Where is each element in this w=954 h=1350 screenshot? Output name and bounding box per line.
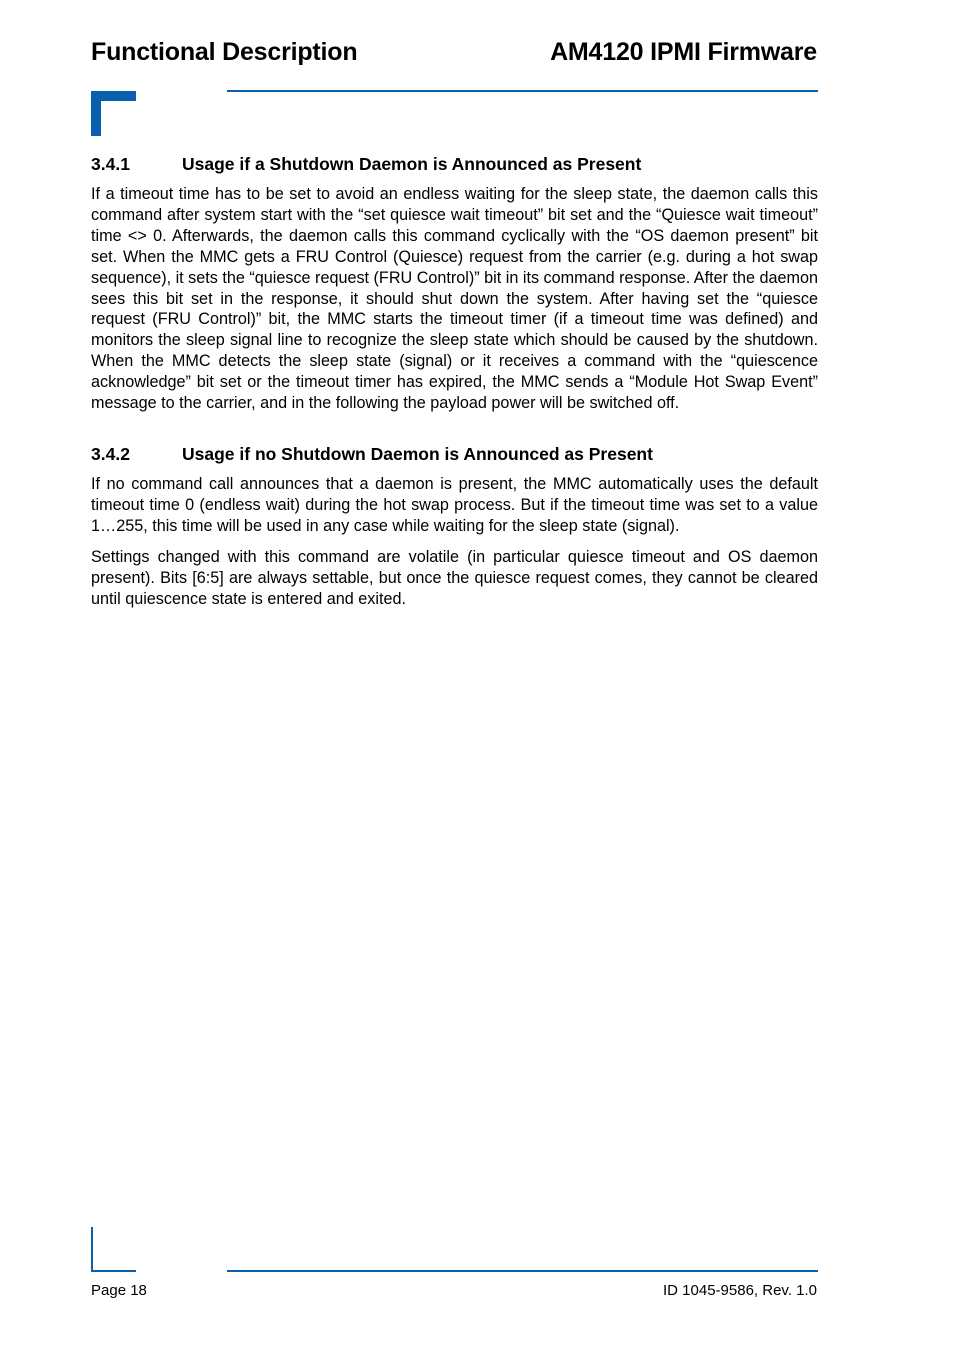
body-paragraph: If a timeout time has to be set to avoid an endless waiting for the sleep state, the daemon calls this command after system start with the “set quiesce wait timeout” bit set and the “Quiesce wait timeout” time <> 0. Afterwards, the daemon calls this command cyclically with the “OS daemon present” bit set. When the MMC gets a FRU Control (Quiesce) request from the carrier (e.g. during a hot swap sequence), it sets the “quiesce request (FRU Control)” bit in its command response. After the daemon sees this bit set in the response, it should shut down the system. After having set the “quiesce request (FRU Control)” bit, the MMC starts the timeout timer (if a timeout time was defined) and monitors the sleep signal line to recognize the sleep state which should be caused by the shutdown. When the MMC detects the sleep state (signal) or it receives a command with the “quiescence acknowledge” bit set or the timeout timer has expired, the MMC sends a “Module Hot Swap Event” message to the carrier, and in the following the payload power will be switched off. [91, 185, 818, 413]
footer-rule [227, 1270, 818, 1272]
corner-mark-bottom-horizontal [91, 1270, 136, 1272]
section-3-4-2 [91, 442, 818, 609]
section-number: 3.4.1 [91, 154, 130, 174]
section-heading [91, 442, 818, 466]
page-header-right-title: AM4120 IPMI Firmware [550, 38, 817, 66]
section-title: Usage if no Shutdown Daemon is Announced as Present [182, 443, 653, 464]
page-content [91, 152, 818, 619]
body-paragraph: Settings changed with this command are volatile (in particular quiesce timeout and OS daemon present). Bits [6:5] are always settable, but once the quiesce request comes, they cannot be cleared until quiescence state is entered and exited. [91, 547, 818, 608]
header-rule [227, 90, 818, 92]
section-heading [91, 152, 818, 176]
page-header-left-title: Functional Description [91, 38, 358, 66]
page-number: Page 18 [91, 1282, 147, 1299]
corner-mark-bottom-vertical [91, 1227, 93, 1272]
document-id: ID 1045-9586, Rev. 1.0 [663, 1282, 817, 1299]
corner-mark-top-vertical [91, 91, 101, 136]
section-3-4-1 [91, 152, 818, 414]
body-paragraph: If no command call announces that a daemon is present, the MMC automatically uses the default timeout time 0 (endless wait) during the hot swap process. But if the timeout time was set to a value 1…255, this time will be used in any case while waiting for the sleep state (signal). [91, 474, 818, 535]
section-number: 3.4.2 [91, 443, 130, 464]
section-title: Usage if a Shutdown Daemon is Announced as Present [182, 154, 642, 174]
